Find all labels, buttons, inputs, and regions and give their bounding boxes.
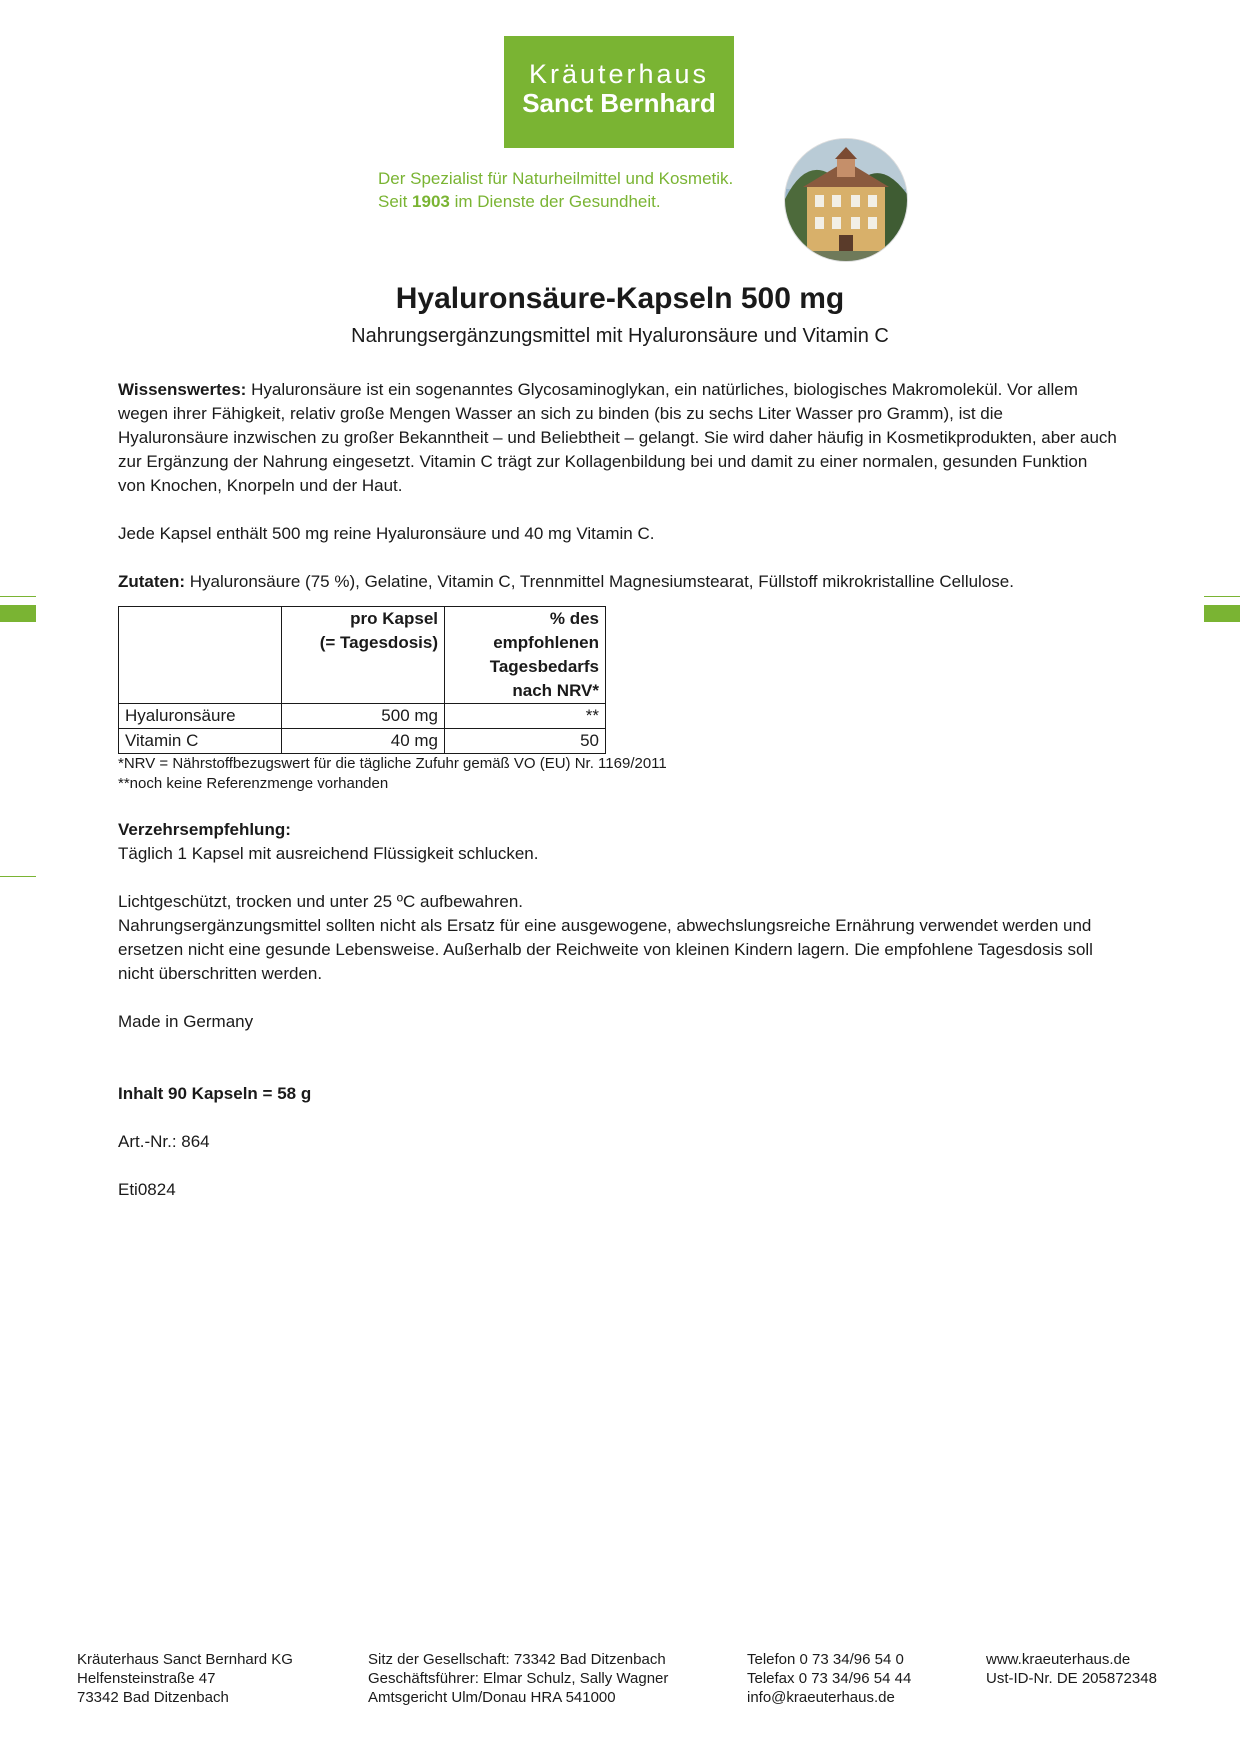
table-row — [119, 729, 606, 754]
footer-legal — [368, 1650, 668, 1707]
tagline-line1: Der Spezialist für Naturheilmittel und Kosmetik. — [378, 169, 734, 188]
right-marker-bar — [1204, 605, 1240, 622]
footnote-nrv: *NRV = Nährstoffbezugswert für die tägliche Zufuhr gemäß VO (EU) Nr. 1169/2011 — [118, 755, 667, 772]
table-header-per-capsule — [282, 607, 445, 704]
row-amount: 500 mg — [282, 704, 445, 729]
verzehr-text: Täglich 1 Kapsel mit ausreichend Flüssigkeit schlucken. — [118, 844, 539, 863]
footer-vat-id: Ust-ID-Nr. DE 205872348 — [986, 1670, 1157, 1687]
zutaten-text: Hyaluronsäure (75 %), Gelatine, Vitamin C, Trennmittel Magnesiumstearat, Füllstoff mikrokristalline Cellulose. — [185, 572, 1014, 591]
table-header-nrv — [445, 607, 606, 704]
product-details — [118, 378, 1118, 1202]
left-marker-line — [0, 596, 36, 597]
footer-email[interactable]: info@kraeuterhaus.de — [747, 1689, 895, 1706]
right-marker-line — [1204, 596, 1240, 597]
storage-text: Lichtgeschützt, trocken und unter 25 ºC aufbewahren. — [118, 892, 524, 911]
footer-fax: Telefax 0 73 34/96 54 44 — [747, 1670, 912, 1687]
tagline-pre: Seit — [378, 192, 413, 211]
header-nrv-line4: nach NRV* — [512, 681, 599, 700]
row-nrv: 50 — [445, 729, 606, 754]
wissen-text: Hyaluronsäure ist ein sogenanntes Glycosaminoglykan, ein natürliches, biologisches Makromolekül. Vor allem wegen ihrer Fähigkeit, relativ große Mengen Wasser an sich zu binden (bis zu sechs Liter Wasser pro Gramm), ist die Hyaluronsäure inzwischen zu großer Bekanntheit – und Beliebtheit – gelangt. Sie wird daher häufig in Kosmetikprodukten, aber auch zur Ergänzung der Nahrung eingesetzt. Vitamin C trägt zur Kollagenbildung bei und damit zu einer normalen, gesunden Funktion von Knochen, Knorpeln und der Haut. — [118, 380, 1117, 495]
row-name: Vitamin C — [119, 729, 282, 754]
product-title: Hyaluronsäure-Kapseln 500 mg — [395, 282, 845, 315]
row-nrv: ** — [445, 704, 606, 729]
left-fold-marker — [0, 876, 36, 877]
warning-text: Nahrungsergänzungsmittel sollten nicht als Ersatz für eine ausgewogene, abwechslungsreiche Ernährung verwendet werden und ersetzen nicht eine gesunde Lebensweise. Außerhalb der Reichweite von kleinen Kindern lagern. Die empfohlene Tagesdosis soll nicht überschritten werden. — [118, 916, 1093, 983]
row-name: Hyaluronsäure — [119, 704, 282, 729]
header-nrv-line3: Tagesbedarfs — [489, 657, 599, 676]
footnote-reference: **noch keine Referenzmenge vorhanden — [118, 775, 389, 792]
product-subtitle: Nahrungsergänzungsmittel mit Hyaluronsäure und Vitamin C — [351, 325, 889, 347]
zutaten-label: Zutaten: — [118, 572, 186, 591]
footer-seat: Sitz der Gesellschaft: 73342 Bad Ditzenbach — [368, 1651, 666, 1668]
tagline-post: im Dienste der Gesundheit. — [449, 192, 661, 211]
footer-contact — [747, 1650, 911, 1707]
wissen-paragraph — [118, 378, 1118, 498]
table-header-empty — [119, 607, 282, 704]
footer-street: Helfensteinstraße 47 — [77, 1670, 216, 1687]
table-header-row — [119, 607, 606, 704]
footer-city: 73342 Bad Ditzenbach — [77, 1689, 229, 1706]
header-per-capsule-line2: (= Tagesdosis) — [319, 633, 438, 652]
label-code: Eti0824 — [118, 1180, 176, 1199]
header-nrv-line1: % des — [549, 609, 599, 628]
tagline-year: 1903 — [412, 192, 450, 211]
capsule-paragraph: Jede Kapsel enthält 500 mg reine Hyaluronsäure und 40 mg Vitamin C. — [118, 524, 655, 543]
verzehr-label: Verzehrsempfehlung: — [118, 820, 291, 839]
left-marker-bar — [0, 605, 36, 622]
brand-line2: Sanct Bernhard — [522, 88, 716, 118]
wissen-label: Wissenswertes: — [118, 380, 247, 399]
brand-tagline — [378, 167, 733, 213]
footer-web — [986, 1650, 1157, 1688]
footer-company-name: Kräuterhaus Sanct Bernhard KG — [77, 1651, 293, 1668]
table-row — [119, 704, 606, 729]
footer-company — [77, 1650, 293, 1707]
footer-court: Amtsgericht Ulm/Donau HRA 541000 — [368, 1689, 616, 1706]
header-nrv-line2: empfohlenen — [493, 633, 599, 652]
brand-logo — [504, 36, 734, 148]
brand-line1: Kräuterhaus — [528, 59, 710, 89]
row-amount: 40 mg — [282, 729, 445, 754]
footer-phone: Telefon 0 73 34/96 54 0 — [747, 1651, 904, 1668]
contents-amount: Inhalt 90 Kapseln = 58 g — [118, 1084, 312, 1103]
article-number: Art.-Nr.: 864 — [118, 1132, 210, 1151]
footer-managers: Geschäftsführer: Elmar Schulz, Sally Wagner — [368, 1670, 669, 1687]
made-in: Made in Germany — [118, 1012, 254, 1031]
header-per-capsule-line1: pro Kapsel — [350, 609, 438, 628]
zutaten-paragraph — [118, 570, 1118, 594]
nutrition-table — [118, 606, 606, 754]
footer-website[interactable]: www.kraeuterhaus.de — [986, 1651, 1131, 1668]
building-photo — [784, 138, 908, 262]
tagline-line2 — [378, 190, 733, 213]
